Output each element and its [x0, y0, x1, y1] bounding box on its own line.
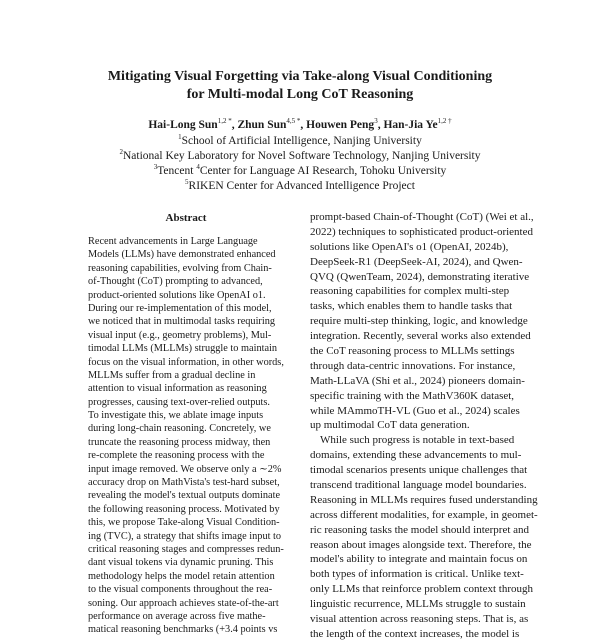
abstract-line: performance on average across five mathe-	[88, 610, 266, 622]
abstract-line: ing (TVC), a strategy that shifts image input to	[88, 530, 282, 542]
body-line: linguistic recurrence, MLLMs struggle to sustain	[310, 598, 526, 611]
abstract-line: attention to visual information as reasoning	[88, 383, 267, 395]
body-line: model's ability to integrate and maintain focus on	[310, 553, 528, 566]
body-line: DeepSeek-R1 (DeepSeek-AI, 2024), and Qwen-	[310, 255, 523, 268]
affiliation-marker: 2	[119, 148, 123, 156]
body-line: reasoning capabilities for complex multi-step	[310, 285, 510, 298]
affiliation-4	[40, 174, 560, 194]
abstract-line: the following reasoning process. Motivated by	[88, 503, 280, 515]
abstract-line: to the visual components throughout the rea-	[88, 584, 273, 596]
abstract-line: Recent advancements in Large Language	[88, 236, 258, 247]
affiliation-text: Tencent	[157, 164, 197, 177]
affiliation-marker: 5	[185, 178, 189, 186]
body-line: integration. Recently, several works also extended	[310, 330, 531, 343]
body-line: the CoT reasoning process to MLLMs settings	[310, 345, 515, 358]
body-line: while MAmmoTH-VL (Guo et al., 2024) scales	[310, 404, 520, 417]
body-line: transcend traditional language model boundaries.	[310, 479, 527, 492]
body-line: require multi-step thinking, logic, and knowledge	[310, 315, 528, 328]
body-line: across different modalities, for example, in geomet-	[310, 508, 538, 521]
author-name: Houwen Peng	[306, 118, 375, 131]
abstract-line: we noticed that in multimodal tasks requiring	[88, 316, 276, 328]
abstract-heading: Abstract	[165, 212, 207, 224]
body-line: the length of the context increases, the model is	[310, 627, 520, 640]
body-line: 2022) techniques to sophisticated product-oriented	[310, 225, 533, 238]
body-line: domains, extending these advancements to mul-	[310, 449, 522, 462]
paper-title-line-1: Mitigating Visual Forgetting via Take-along Visual Conditioning	[107, 69, 493, 84]
body-line: ric reasoning tasks the model should interpret and	[310, 523, 530, 536]
body-line: only LLMs that reinforce problem context through	[310, 583, 533, 596]
body-line: Reasoning in MLLMs requires fused understanding	[310, 493, 538, 506]
affiliation-text: RIKEN Center for Advanced Intelligence Project	[188, 179, 415, 192]
body-line: through data-centric innovations. For instance,	[310, 359, 516, 372]
body-line: solutions like OpenAI's o1 (OpenAI, 2024b),	[310, 240, 509, 253]
abstract-line: timodal LLMs (MLLMs) struggle to maintain	[88, 343, 278, 355]
author-affiliation-marker: 1,2 †	[437, 117, 452, 125]
body-line: tasks, which enables them to handle tasks that	[310, 300, 513, 313]
abstract-line: Models (LLMs) have demonstrated enhanced	[88, 249, 276, 261]
affiliation-marker: 1	[178, 133, 182, 141]
author-name: Han-Jia Ye	[383, 118, 438, 131]
abstract-line: revealing the model's textual outputs dominate	[88, 490, 281, 502]
abstract-line: focus on the visual information, in other words,	[88, 356, 284, 368]
body-line: reason about images alongside text. Therefore, the	[310, 538, 532, 551]
author-affiliation-marker: 4,5 *	[286, 117, 301, 125]
abstract-line: visual input (e.g., geometry problems), Mul-	[88, 329, 272, 341]
body-line: prompt-based Chain-of-Thought (CoT) (Wei et al.,	[310, 211, 534, 223]
abstract-line: soning. Our approach achieves state-of-the-art	[88, 597, 279, 609]
abstract-line: input image removed. We observe only a ∼2%	[88, 463, 282, 475]
abstract-line: During our re-implementation of this model,	[88, 302, 272, 314]
body-line: QVQ (QwenTeam, 2024), demonstrating iterative	[310, 270, 530, 283]
abstract-line: reasoning capabilities, evolving from Chain-	[88, 262, 272, 274]
abstract-line: of-Thought (CoT) prompting to advanced,	[88, 276, 263, 288]
author-name: Zhun Sun	[237, 118, 287, 131]
author-affiliation-marker: 3	[374, 117, 378, 125]
abstract-line: re-complete the reasoning process with the	[88, 450, 265, 462]
abstract-line: truncate the reasoning process midway, then	[88, 436, 271, 448]
abstract-line: accuracy drop on MathVista's test-hard subset,	[88, 477, 280, 489]
abstract-line: this, we propose Take-along Visual Condition-	[88, 517, 280, 529]
abstract-line: progresses, causing text-over-relied outputs.	[88, 396, 270, 408]
author-list: Hai-Long Sun$^{1,2 *}$, Zhun Sun$^{4,5 *}$, Houwen Peng$^3$, Han-Jia $Ye^{1,2 \dagger}$	[148, 117, 452, 131]
body-line: Math-LLaVA (Shi et al., 2024) pioneers domain-	[310, 374, 525, 387]
body-line: up multimodal CoT data generation.	[310, 419, 470, 432]
body-line: While such progress is notable in text-based	[320, 434, 515, 447]
affiliation-marker: 3	[153, 163, 158, 171]
body-line: timodal scenarios presents unique challenges that	[310, 464, 528, 477]
abstract-body	[88, 235, 288, 637]
author-name: Hai-Long Sun	[148, 118, 218, 131]
abstract-line: methodology helps the model retain attention	[88, 570, 275, 582]
abstract-line: during long-chain reasoning. Concretely, we	[88, 423, 271, 435]
abstract-line: matical reasoning benchmarks (+3.4 points vs	[88, 624, 278, 636]
affiliation-text: School of Artificial Intelligence, Nanjing University	[181, 134, 422, 147]
abstract-line: To investigate this, we ablate image inputs	[88, 410, 264, 422]
abstract-line: dant visual tokens via dynamic pruning. This	[88, 557, 274, 569]
body-line: visual attention across reasoning steps. That is, as	[310, 613, 529, 626]
abstract-line: product-oriented solutions like OpenAI o1.	[88, 289, 266, 301]
abstract-line: critical reasoning stages and compresses redun-	[88, 543, 284, 555]
paper-title-line-2: for Multi-modal Long CoT Reasoning	[186, 87, 414, 102]
author-affiliation-marker: 1,2 *	[217, 117, 232, 125]
affiliation-text: Center for Language AI Research, Tohoku University	[199, 164, 447, 177]
introduction-body	[310, 210, 558, 642]
affiliation-text: National Key Laboratory for Novel Software Technology, Nanjing University	[122, 149, 481, 162]
affiliation-marker: 4	[196, 163, 200, 171]
abstract-line: MLLMs suffer from a gradual decline in	[88, 369, 256, 381]
body-line: specific training with the MathV360K dataset,	[310, 389, 515, 402]
body-line: both types of information is critical. Unlike text-	[310, 568, 524, 581]
